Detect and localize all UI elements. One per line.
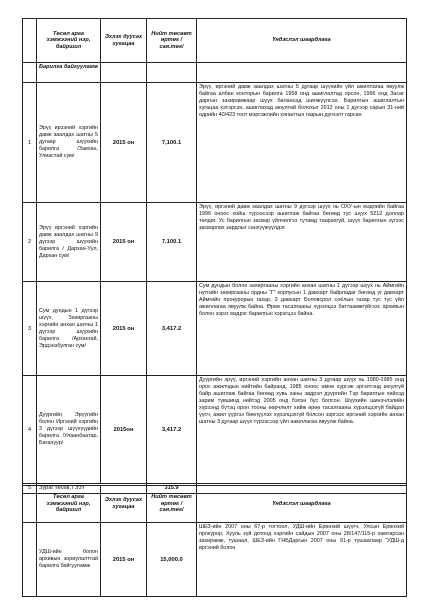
row-cost: 7,100.1 <box>147 203 197 282</box>
header-total-cost-cell: Нийт төсөвт өртөг /сая.төг/ <box>147 19 197 63</box>
row-justification: Дүүргийн эрүү, иргэний хэргийн анхан шатны 3 дугаар шүүх нь 1980-1985 онд орос ажилчдын нийтийн байранд, 1985 оноос өмнө хүргэж эргэлтэнд аюулгүй байр ашиглаж байгаа бөгөөд хувь ханы эвдрэл дүүргийн Тэр барилгын хийхэд зарим түвшинд нийтэд 2005 онд бэлэн бус болсон. Шүүхийн шинэчлэлийн хүрээнд бүтэц орон тооны өөрчлөлт хийж өрөө тасалгааны хүрэлцээгүй байдал үүсч, ажил үүргээ биелүүлэх хүрэлцэхгүй болсон зэргээс иргэний хэргийн анхан шатны 3 дугаар шүүх түрээсээр үйл ажиллагаа явуулж байна. <box>197 376 407 484</box>
row-year: 2015 он <box>101 282 147 376</box>
row-justification: Эрүү, иргэний давж заалдах шатны 5 дугаар шүүхийн үйл ажиллагаа явуулж байгаа албан конторын барилга 1958 онд ашиглалтад орсон, 1996 онд Засаг даргын захирамжаар шүүх балансад шилжүүлсэн. Барилгын ашиглалтын хугацаа хэтэрсэн, ашиглахад аюултай болохыг 2012 оны 1 дүгээр сарын 31-ний өдрийн 40/423 тоот мэргэжлийн хяналтын газрын дүгнэлт гарсан. <box>197 83 407 203</box>
row-year: 2015 он <box>101 83 147 203</box>
header-total-cost-cell: Нийт төсөвт өртөг /сая.төг/ <box>147 486 197 523</box>
investment-table <box>22 18 407 494</box>
header-number-cell <box>23 486 37 523</box>
row-name: Дүүргийн Эрүүгийн болон Иргэний хэргийн 3 дүгээр шүүхүүдийн барилга /Улаанбаатар, Багануур/ <box>37 376 101 484</box>
investment-table-continued <box>22 485 407 597</box>
table-header-row <box>23 486 407 523</box>
row-name: УДШ-ийн болон архивын зориулалттай барилга байгууламж <box>37 523 101 597</box>
total-label: Зураг төсөв,ТЭЗҮ <box>37 484 147 494</box>
header-start-year-cell: Эхлэх дуусах хугацаа <box>101 486 147 523</box>
total-cost: 315.9 <box>147 484 197 494</box>
row-name: Эрүү ирээний хэргийн давж заалдах шатны 5 дугаар шүүхийн барилга /Завхан, Улиастай сум/ <box>37 83 101 203</box>
table-row <box>23 376 407 484</box>
row-year: 2015он <box>101 376 147 484</box>
header-number-cell <box>23 19 37 63</box>
table-row <box>23 282 407 376</box>
header-name-cell: Төсөл арга хэмжээний нэр, байршил <box>37 19 101 63</box>
table-row <box>23 523 407 597</box>
row-cost: 3,417.2 <box>147 376 197 484</box>
row-number: 5 <box>23 484 37 494</box>
row-cost: 3,417.2 <box>147 282 197 376</box>
header-justification-cell: Үндэслэл шаардлага <box>197 19 407 63</box>
row-cost: 15,000.0 <box>147 523 197 597</box>
row-justification: ШЕЗ-ийн 2007 оны 67-р тогтоол, УДШ-ийн Ерөнхий шүүгч, Улсын Ерөнхий прокурор, Хууль зүй дотоод хэргийн сайдын 2007 оны 28/147/115-р хамтарсан захирамж, тушаал, ШЕЗ-ийн ГНБДаргын 2007 оны 91-р тушаалаар “УДШ-д иргэний болон <box>197 523 407 597</box>
row-justification: Эрүү, иргэний давж заалдах шатны 9 дүгээр шүүх нь ОХУ-ын мэдлийн байгаа 1996 оноос хойш түрээсээр ашиглаж байгаа бөгөөд тус шүүх 5212 доллар төлдөг. Ус барилгын засвар үйлчилгээ тутамд таарахгүй, шүүх барилгын зүгээс засварлах зардлыг санхүүжүүлдэг. <box>197 203 407 282</box>
row-number: 4 <box>23 376 37 484</box>
row-number: 1 <box>23 83 37 203</box>
header-name-cell: Төсөл арга хэмжээний нэр, байршил <box>37 486 101 523</box>
row-justification: Сум дундын болон захиргааны хэргийн анхан шатны 1 дүгээр шүүх нь Аймгийн нутгийн захиргааны ордны “Г” корпусын 1 давхарт байрладаг бөгөөд уг давхарт Аймгийн прокурорын газар, 3 давхарт Боловсрол соёлын газар тус тус үйл ажиллагаа явуулж байна. Өрөө тасалгааны хүрэлцээ баттаамжгүйгээс архивын болон зэрэг мэдрэг барилгын хэрэгцээ байна. <box>197 282 407 376</box>
table-row <box>23 83 407 203</box>
row-name: Эрүү иргэний хэргийн давж заалдах шатны 9 дүгээр шүүхийн барилга / Дархан-Уул, Дархан сум/ <box>37 203 101 282</box>
table-header-row <box>23 19 407 63</box>
row-number: 3 <box>23 282 37 376</box>
section-title: Барилга байгууламж <box>37 63 101 83</box>
row-name: Сум дундын 1 дүгээр шүүх, Захиргааны хэргийн анхан шатны 1 дүгээр шүүхийн барилга /Архангай, Эрдэнэбулган сум/ <box>37 282 101 376</box>
header-start-year-cell: Эхлэх дуусах хугацаа <box>101 19 147 63</box>
header-justification-cell: Үндэслэл шаардлага <box>197 486 407 523</box>
row-year: 2015 он <box>101 203 147 282</box>
row-year: 2015 он <box>101 523 147 597</box>
table-row <box>23 203 407 282</box>
row-cost: 7,100.1 <box>147 83 197 203</box>
section-row <box>23 63 407 83</box>
row-number <box>23 523 37 597</box>
row-number: 2 <box>23 203 37 282</box>
